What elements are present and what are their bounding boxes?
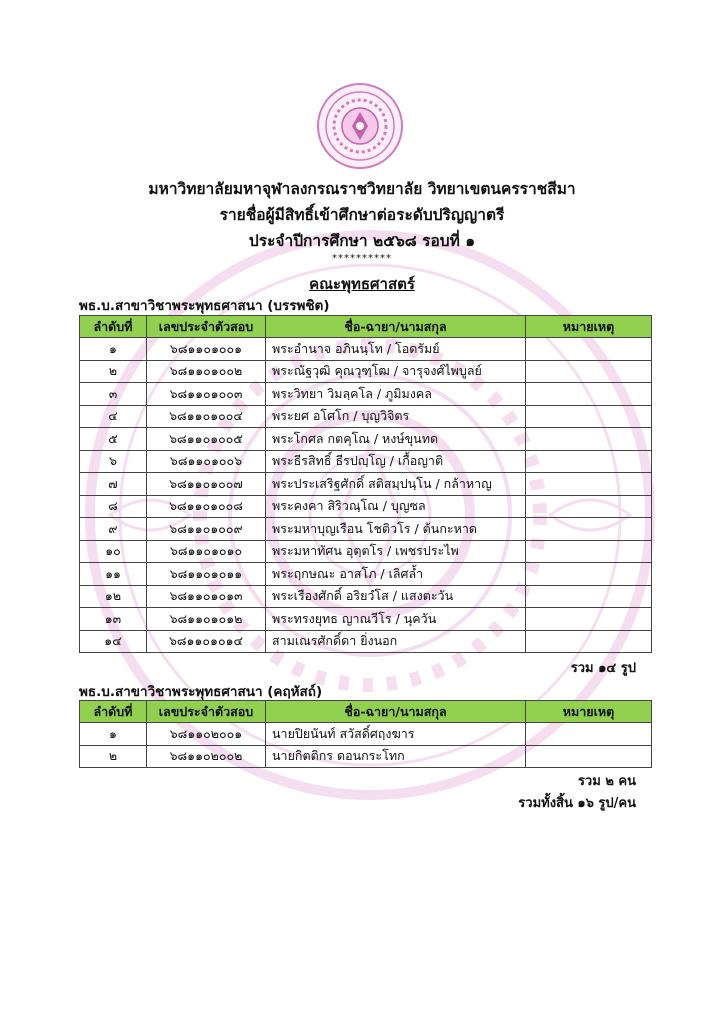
- exam-id: ๖๘๑๑๐๑๐๐๒: [147, 360, 266, 383]
- row-number: ๕: [80, 428, 147, 451]
- remark: [526, 630, 652, 653]
- exam-id: ๖๘๑๑๐๑๐๐๕: [147, 428, 266, 451]
- row-number: ๑: [80, 723, 147, 746]
- table-row: [80, 383, 652, 406]
- grand-total: รวมทั้งสิ้น ๑๖ รูป/คน: [518, 796, 636, 811]
- col-header-no: ลำดับที่: [80, 701, 147, 723]
- table-row: [80, 745, 652, 768]
- exam-id: ๖๘๑๑๐๑๐๐๖: [147, 450, 266, 473]
- row-number: ๑: [80, 338, 147, 361]
- table-row: [80, 540, 652, 563]
- table-row: [80, 473, 652, 496]
- table-row: [80, 563, 652, 586]
- row-number: ๔: [80, 405, 147, 428]
- table-row: [80, 608, 652, 631]
- exam-id: ๖๘๑๑๐๒๐๐๒: [147, 745, 266, 768]
- candidate-name: สามเณรศักดิ์ดา ยิ่งนอก: [266, 630, 526, 653]
- exam-id: ๖๘๑๑๐๑๐๐๔: [147, 405, 266, 428]
- candidate-name: พระคงคา สิริวณฺโณ / บุญซล: [266, 495, 526, 518]
- remark: [526, 473, 652, 496]
- remark: [526, 338, 652, 361]
- table-row: [80, 585, 652, 608]
- remark: [526, 745, 652, 768]
- row-number: ๓: [80, 383, 147, 406]
- academic-year: ประจำปีการศึกษา ๒๕๖๘ รอบที่ ๑: [248, 232, 476, 250]
- remark: [526, 608, 652, 631]
- candidate-name: พระเรืองศักดิ์ อริยวํโส / แสงตะวัน: [266, 585, 526, 608]
- remark: [526, 585, 652, 608]
- exam-id: ๖๘๑๑๐๑๐๑๐: [147, 540, 266, 563]
- section-total-monks: รวม ๑๔ รูป: [570, 661, 636, 676]
- row-number: ๒: [80, 745, 147, 768]
- section-total-laypeople: รวม ๒ คน: [577, 774, 636, 789]
- divider-stars: **********: [332, 253, 392, 264]
- table-row: [80, 518, 652, 541]
- row-number: ๗: [80, 473, 147, 496]
- candidate-name: พระยศ อโศโก / บุญวิจิตร: [266, 405, 526, 428]
- exam-id: ๖๘๑๑๐๑๐๐๓: [147, 383, 266, 406]
- remark: [526, 428, 652, 451]
- exam-id: ๖๘๑๑๐๑๐๑๑: [147, 563, 266, 586]
- row-number: ๑๔: [80, 630, 147, 653]
- remark: [526, 495, 652, 518]
- col-header-exam-id: เลขประจำตัวสอบ: [147, 701, 266, 723]
- candidate-name: พระอำนาจ อภินนฺโท / โอดรัมย์: [266, 338, 526, 361]
- candidate-name: นายปิยนันท์ สวัสดิ์ศฤงฆาร: [266, 723, 526, 746]
- exam-id: ๖๘๑๑๐๑๐๐๘: [147, 495, 266, 518]
- row-number: ๑๓: [80, 608, 147, 631]
- university-seal-logo: [316, 82, 404, 170]
- exam-id: ๖๘๑๑๐๑๐๐๙: [147, 518, 266, 541]
- table-row: [80, 723, 652, 746]
- col-header-no: ลำดับที่: [80, 316, 147, 338]
- row-number: ๑๑: [80, 563, 147, 586]
- candidate-name: พระโกศล กตคุโณ / หงษ์ขุนทด: [266, 428, 526, 451]
- remark: [526, 405, 652, 428]
- table-header-row: [80, 316, 652, 338]
- row-number: ๑๐: [80, 540, 147, 563]
- candidate-name: พระมหาบุญเรือน โชติวโร / ต้นกะหาด: [266, 518, 526, 541]
- faculty-heading: คณะพุทธศาสตร์: [309, 275, 415, 293]
- candidate-name: พระทรงยุทธ ญาณวีโร / นุควัน: [266, 608, 526, 631]
- row-number: ๒: [80, 360, 147, 383]
- col-header-remark: หมายเหตุ: [526, 316, 652, 338]
- exam-id: ๖๘๑๑๐๑๐๑๒: [147, 608, 266, 631]
- table-header-row: [80, 701, 652, 723]
- table-row: [80, 495, 652, 518]
- table-row: [80, 360, 652, 383]
- candidate-name: พระวิทยา วิมลฺคโล / ภูมิมงคล: [266, 383, 526, 406]
- row-number: ๙: [80, 518, 147, 541]
- candidate-name: นายกิตติกร ดอนกระโทก: [266, 745, 526, 768]
- table-row: [80, 630, 652, 653]
- candidate-name: พระประเสริฐศักดิ์ สติสมฺปนฺโน / กล้าหาญ: [266, 473, 526, 496]
- list-title: รายชื่อผู้มีสิทธิ์เข้าศึกษาต่อระดับปริญญาตรี: [219, 206, 505, 224]
- remark: [526, 518, 652, 541]
- candidate-name: พระมหาทัศน อุตฺตโร / เพชรประไพ: [266, 540, 526, 563]
- candidate-name: พระธีรสิทธิ์ ธีรปญฺโญ / เกื้อญาติ: [266, 450, 526, 473]
- remark: [526, 383, 652, 406]
- exam-id: ๖๘๑๑๐๑๐๐๗: [147, 473, 266, 496]
- candidate-name: พระณัฐวุฒิ คุณวุฑฺโฒ / จารุจงศ์ไพบูลย์: [266, 360, 526, 383]
- exam-id: ๖๘๑๑๐๑๐๐๑: [147, 338, 266, 361]
- remark: [526, 540, 652, 563]
- exam-id: ๖๘๑๑๐๒๐๐๑: [147, 723, 266, 746]
- section-title-monks: พธ.บ.สาขาวิชาพระพุทธศาสนา (บรรพชิต): [79, 298, 330, 314]
- document-header: [0, 176, 724, 264]
- candidate-name: พระฤกษณะ อาสโภ / เลิศล้ำ: [266, 563, 526, 586]
- remark: [526, 360, 652, 383]
- table-row: [80, 338, 652, 361]
- remark: [526, 450, 652, 473]
- row-number: ๑๒: [80, 585, 147, 608]
- remark: [526, 563, 652, 586]
- university-name: มหาวิทยาลัยมหาจุฬาลงกรณราชวิทยาลัย วิทยาเขตนครราชสีมา: [148, 180, 576, 198]
- remark: [526, 723, 652, 746]
- row-number: ๘: [80, 495, 147, 518]
- section-title-laypeople: พธ.บ.สาขาวิชาพระพุทธศาสนา (คฤหัสถ์): [79, 684, 323, 700]
- exam-id: ๖๘๑๑๐๑๐๑๓: [147, 585, 266, 608]
- table-row: [80, 428, 652, 451]
- table-row: [80, 405, 652, 428]
- col-header-name: ชื่อ-ฉายา/นามสกุล: [266, 701, 526, 723]
- admitted-table-laypeople: [79, 700, 652, 768]
- exam-id: ๖๘๑๑๐๑๐๑๔: [147, 630, 266, 653]
- col-header-exam-id: เลขประจำตัวสอบ: [147, 316, 266, 338]
- col-header-remark: หมายเหตุ: [526, 701, 652, 723]
- table-row: [80, 450, 652, 473]
- admitted-table-monks: [79, 315, 652, 653]
- row-number: ๖: [80, 450, 147, 473]
- col-header-name: ชื่อ-ฉายา/นามสกุล: [266, 316, 526, 338]
